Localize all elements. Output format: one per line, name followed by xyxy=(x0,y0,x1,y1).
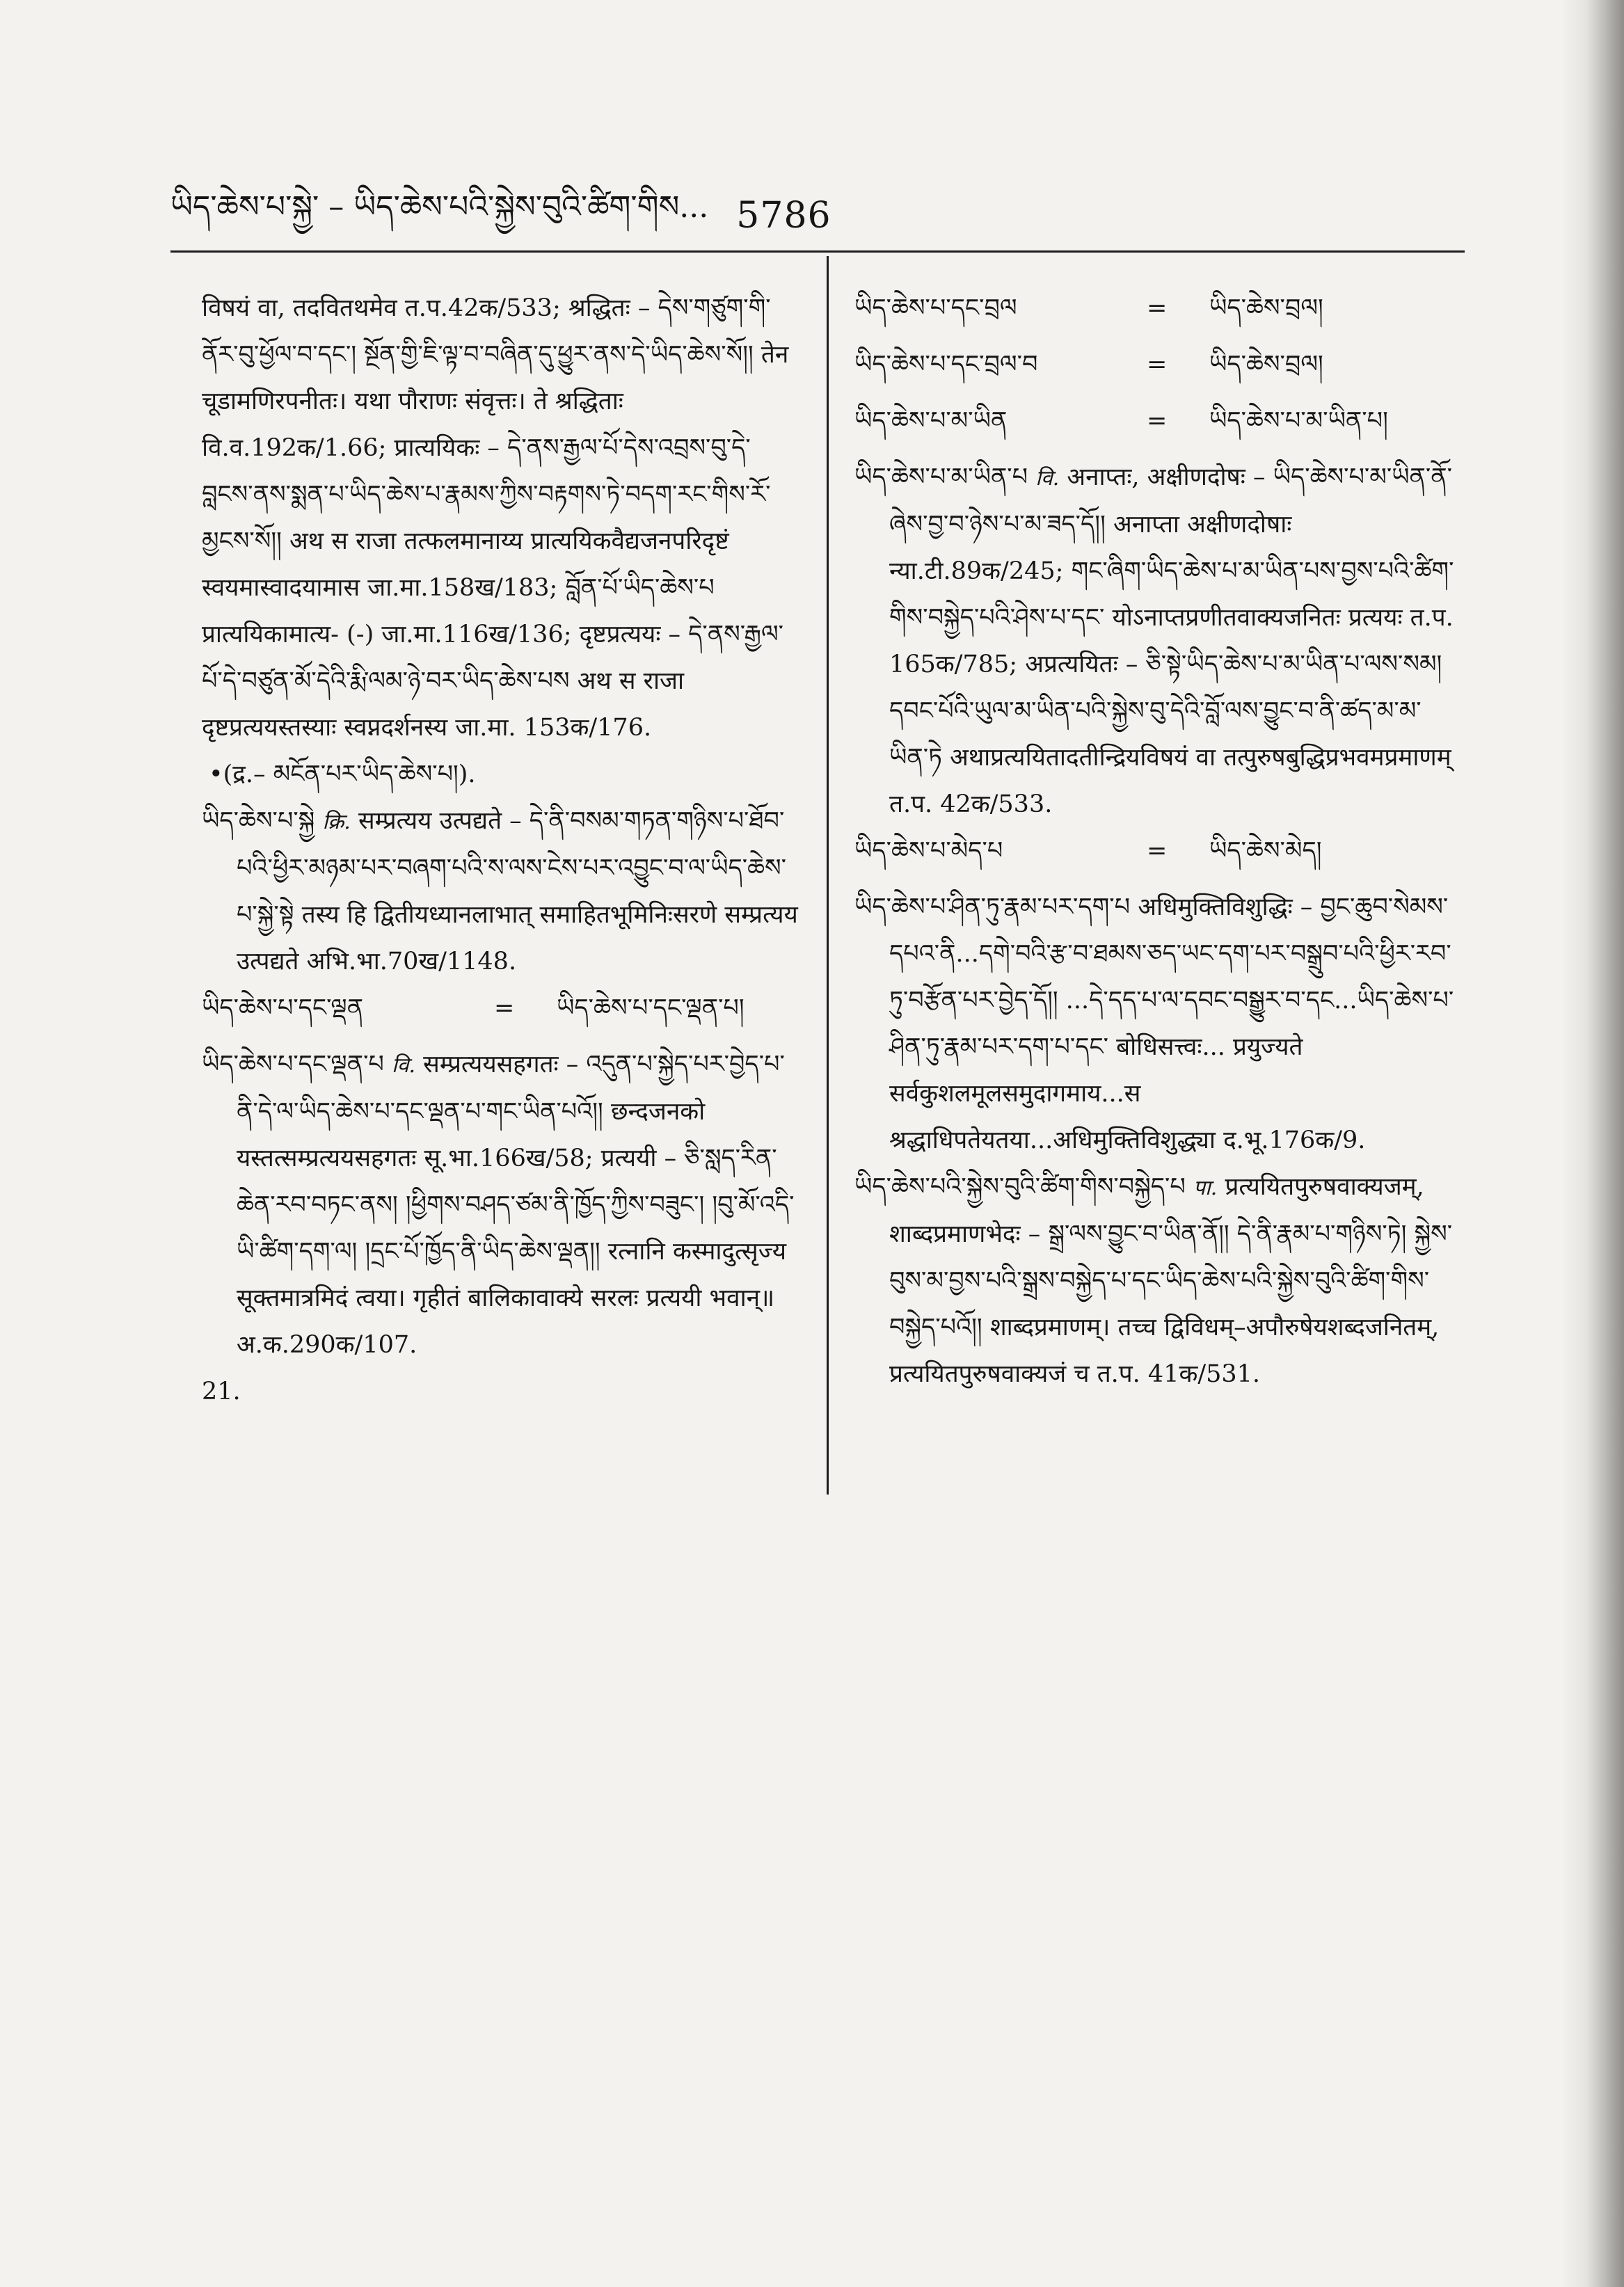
dictionary-entry xyxy=(854,454,1460,828)
xref-target: ཡིད་ཆེས་མེད། xyxy=(1209,837,1322,865)
xref-equals: = xyxy=(1147,837,1168,865)
entry-headword: ཡིད་ཆེས་པ་ཤིན་ཏུ་རྣམ་པར་དག་པ xyxy=(854,893,1131,921)
column-divider xyxy=(827,256,829,1495)
xref-equals: = xyxy=(1147,294,1168,322)
scan-edge-shadow xyxy=(1561,0,1624,2287)
entry-pos: वि. xyxy=(392,1053,416,1078)
header-rule xyxy=(170,250,1465,253)
dictionary-entry xyxy=(202,798,800,985)
entry-body: प्रत्ययितपुरुषवाक्यजम्, शाब्दप्रमाणभेदः – སྒྲ་ལས་བྱུང་བ་ཡིན་ནོ།། དེ་ནི་རྣམ་པ་གཉིས་ཏེ། སྐྱེས་བུས་མ་བྱས་པའི་སྒྲས་བསྐྱེད་པ་དང་ཡིད་ཆེས་པའི་སྐྱེས་བུའི་ཚིག་གིས་བསྐྱེད་པའོ།། शाब्दप्रमाणम्। तच्च द्विविधम्–अपौरुषेयशब्दजनितम्, प्रत्ययितपुरुषवाक्यजं च त.प. 41क/531. xyxy=(889,1173,1453,1388)
running-headwords: ཡིད་ཆེས་པ་སྐྱེ་ – ཡིད་ཆེས་པའི་སྐྱེས་བུའི་ཚིག་གིས... xyxy=(170,189,709,225)
entry-body: सम्प्रत्यय उत्पद्यते – དེ་ནི་བསམ་གཏན་གཉིས་པ་ཐོབ་པའི་ཕྱིར་མཉམ་པར་བཞག་པའི་ས་ལས་ངེས་པར་འབྱུང་བ་ལ་ཡིད་ཆེས་པ་སྐྱེ་སྟེ तस्य हि द्वितीयध्यानलाभात् समाहितभूमिनिःसरणे सम्प्रत्यय उत्पद्यते अभि.भा.70ख/1148. xyxy=(237,807,798,975)
entry-body: सम्प्रत्ययसहगतः – འདུན་པ་སྐྱེད་པར་བྱེད་པ་ནི་དེ་ལ་ཡིད་ཆེས་པ་དང་ལྡན་པ་གང་ཡིན་པའོ།། छन्दजनको यस्तत्सम्प्रत्ययसहगतः सू.भा.166ख/58; प्रत्ययी – ཅི་སླད་རིན་ཆེན་རབ་བཏང་ནས། །ཕྱིགས་བཤད་ཙམ་ནི་ཁྱོད་ཀྱིས་བཟུང་། །བུ་མོ་འདི་ཡི་ཚིག་དག་ལ། །དྲང་པོ་ཁྱོད་ནི་ཡིད་ཆེས་ལྡན།། रत्नानि कस्मादुत्सृज्य सूक्तमात्रमिदं त्वया। गृहीतं बालिकावाक्ये सरलः प्रत्ययी भवान्॥ अ.क.290क/107. xyxy=(237,1051,795,1359)
entry-pos: पा. xyxy=(1193,1176,1218,1200)
xref-target: ཡིད་ཆེས་པ་དང་ལྡན་པ། xyxy=(557,994,745,1022)
dictionary-entry xyxy=(854,1164,1460,1398)
dictionary-entry xyxy=(854,884,1460,1164)
xref-term: ཡིད་ཆེས་པ་མེད་པ xyxy=(854,837,1003,865)
cross-reference xyxy=(854,398,1460,445)
page-header xyxy=(170,188,1353,244)
cross-reference xyxy=(854,828,1460,875)
entry-headword: ཡིད་ཆེས་པ་མ་ཡིན་པ xyxy=(854,463,1028,491)
cross-reference xyxy=(854,342,1460,388)
entry-headword: ཡིད་ཆེས་པའི་སྐྱེས་བུའི་ཚིག་གིས་བསྐྱེད་པ xyxy=(854,1173,1186,1201)
continued-entry-text: विषयं वा, तदवितथमेव त.प.42क/533; श्रद्धितः – དེས་གཙུག་གི་ནོར་བུ་ཕྱོལ་བ་དང་། སྔོན་གྱི་ཇི་ལྟ་བ་བཞིན་དུ་ཕྱུར་ནས་དེ་ཡིད་ཆེས་སོ།། तेन चूडामणिरपनीतः। यथा पौराणः संवृत्तः। ते श्रद्धिताः वि.व.192क/1.66; प्रात्ययिकः – དེ་ནས་རྒྱལ་པོ་དེས་འབྲས་བུ་དེ་བླངས་ནས་སྨན་པ་ཡིད་ཆེས་པ་རྣམས་ཀྱིས་བརྟགས་ཏེ་བདག་རང་གིས་རོ་མྱངས་སོ།། अथ स राजा तत्फलमानाय्य प्रात्ययिकवैद्यजनपरिदृष्टं स्वयमास्वादयामास जा.मा.158ख/183; བློན་པོ་ཡིད་ཆེས་པ प्रात्ययिकामात्य- (-) जा.मा.116ख/136; दृष्टप्रत्ययः – དེ་ནས་རྒྱལ་པོ་དེ་བཙུན་མོ་དེའི་རྨི་ལམ་ཉེ་བར་ཡིད་ཆེས་པས अथ स राजा दृष्टप्रत्ययस्तस्याः स्वप्नदर्शनस्य जा.मा. 153क/176. xyxy=(202,294,789,742)
xref-target: ཡིད་ཆེས་བྲལ། xyxy=(1209,351,1323,378)
page-number: 5786 xyxy=(736,195,831,237)
xref-equals: = xyxy=(1147,407,1168,435)
xref-equals: = xyxy=(1147,351,1168,378)
entry-headword: ཡིད་ཆེས་པ་དང་ལྡན་པ xyxy=(202,1051,384,1078)
left-column xyxy=(202,285,800,1415)
dictionary-entry xyxy=(202,1042,800,1369)
cross-reference xyxy=(202,985,800,1032)
entry-body: अनाप्तः, अक्षीणदोषः – ཡིད་ཆེས་པ་མ་ཡིན་ནོ་ཞེས་བྱ་བ་ཉེས་པ་མ་ཟད་དོ།། अनाप्ता अक्षीणदोषाः न्या.टी.89क/245; གང་ཞིག་ཡིད་ཆེས་པ་མ་ཡིན་པས་བྱས་པའི་ཚིག་གིས་བསྐྱེད་པའི་ཤེས་པ་དང་ योऽनाप्तप्रणीतवाक्यजनितः प्रत्ययः त.प. 165क/785; अप्रत्ययितः – ཅི་སྟེ་ཡིད་ཆེས་པ་མ་ཡིན་པ་ལས་སམ། དབང་པོའི་ཡུལ་མ་ཡིན་པའི་སྐྱེས་བུ་དེའི་བློ་ལས་བྱུང་བ་ནི་ཚད་མ་མ་ཡིན་ཏེ अथाप्रत्ययितादतीन्द्रियविषयं वा तत्पुरुषबुद्धिप्रभवमप्रमाणम् त.प. 42क/533. xyxy=(889,463,1454,818)
xref-term: ཡིད་ཆེས་པ་དང་ལྡན xyxy=(202,994,364,1022)
xref-term: ཡིད་ཆེས་པ་མ་ཡིན xyxy=(854,407,1008,435)
see-also-note: •(द्र.– མངོན་པར་ཡིད་ཆེས་པ།). xyxy=(209,760,476,788)
xref-target: ཡིད་ཆེས་བྲལ། xyxy=(1209,294,1323,322)
entry-headword: ཡིད་ཆེས་པ་སྐྱེ xyxy=(202,807,315,835)
footer-mark: 21. xyxy=(202,1378,241,1405)
entry-pos: क्रि. xyxy=(322,810,351,834)
entry-body: अधिमुक्तिविशुद्धिः – བྱང་ཆུབ་སེམས་དཔའ་ནི...དགེ་བའི་རྩ་བ་ཐམས་ཅད་ཡང་དག་པར་བསྒྲུབ་པའི་ཕྱིར་རབ་ཏུ་བརྩོན་པར་བྱེད་དོ།། ...དེ་དད་པ་ལ་དབང་བསྒྱུར་བ་དང...ཡིད་ཆེས་པ་ཤིན་ཏུ་རྣམ་པར་དག་པ་དང་ बोधिसत्त्वः... प्रयुज्यते सर्वकुशलमूलसमुदागमाय...स श्रद्धाधिपतेयतया...अधिमुक्तिविशुद्ध्या द.भू.176क/9. xyxy=(889,893,1454,1154)
entry-pos: वि. xyxy=(1035,466,1060,491)
xref-term: ཡིད་ཆེས་པ་དང་བྲལ་བ xyxy=(854,351,1038,378)
xref-term: ཡིད་ཆེས་པ་དང་བྲལ xyxy=(854,294,1017,322)
right-column xyxy=(854,285,1460,1398)
xref-equals: = xyxy=(494,994,515,1022)
xref-target: ཡིད་ཆེས་པ་མ་ཡིན་པ། xyxy=(1209,407,1388,435)
cross-reference xyxy=(854,285,1460,332)
